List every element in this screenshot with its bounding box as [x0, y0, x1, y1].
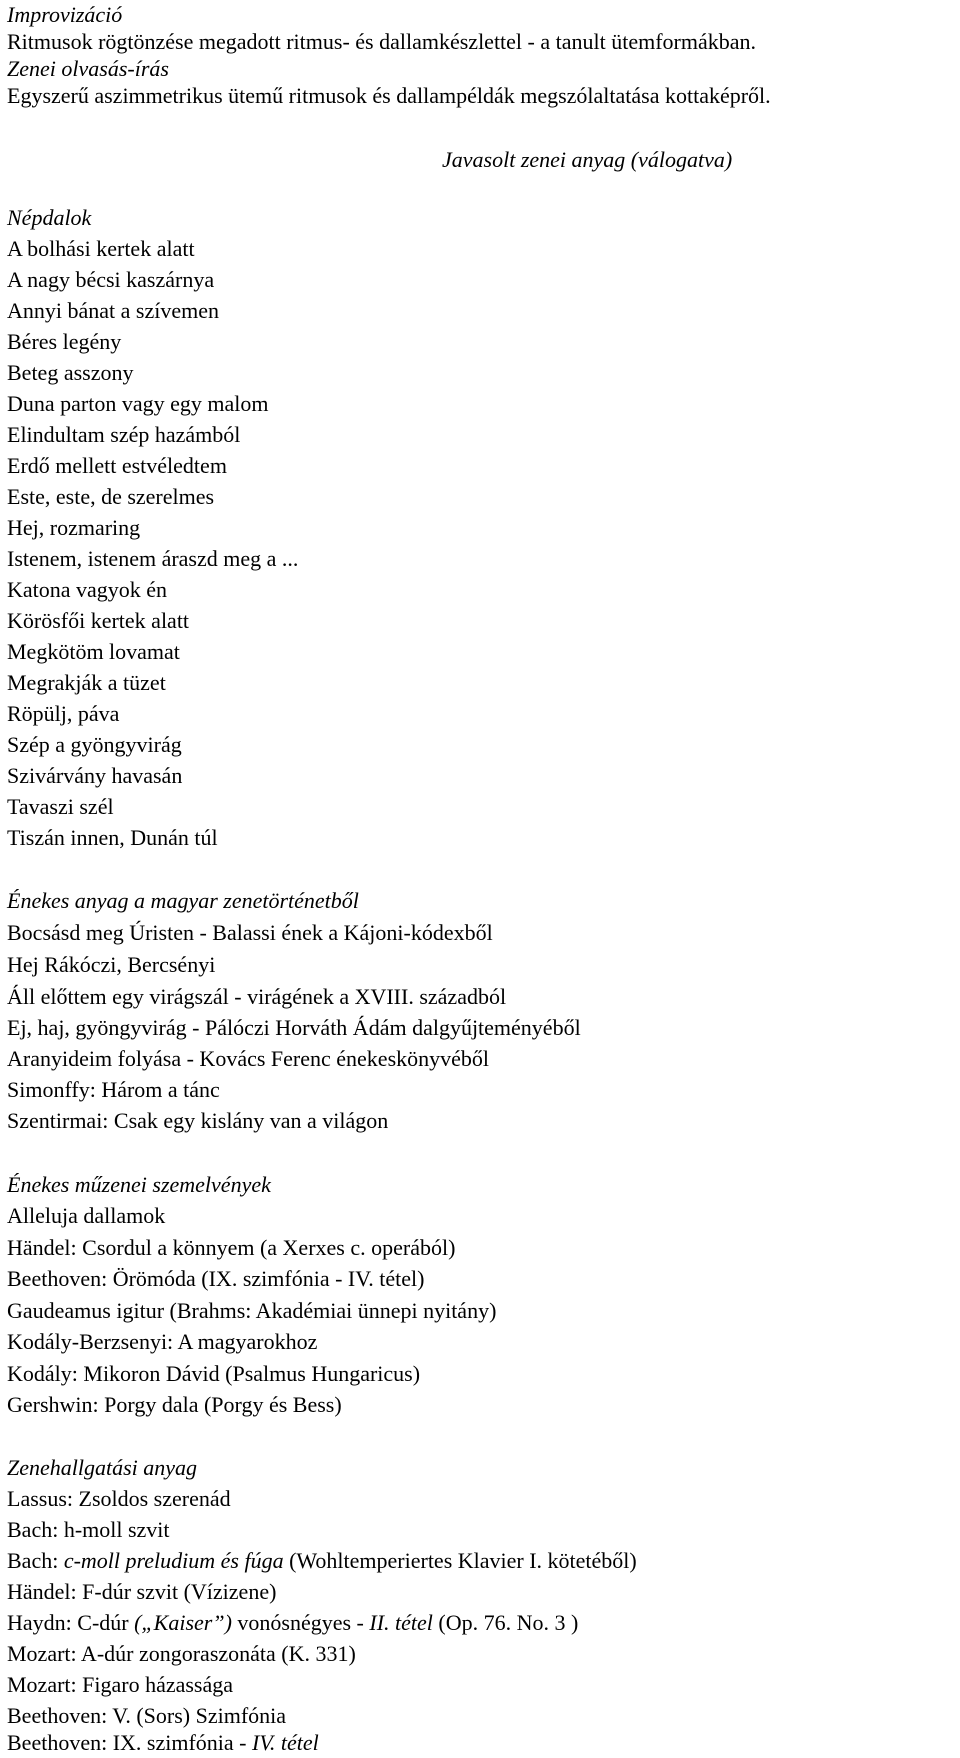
- list-item: Ej, haj, gyöngyvirág - Pálóczi Horváth Ádám dalgyűjteményéből: [7, 1015, 581, 1040]
- section-title-nepdalok: Népdalok: [7, 205, 92, 230]
- list-item: Áll előttem egy virágszál - virágének a XVIII. századból: [7, 984, 507, 1009]
- text-segment: Bach:: [7, 1548, 64, 1573]
- text-segment: Beethoven: IX. szimfónia -: [7, 1730, 252, 1755]
- list-item: Annyi bánat a szívemen: [7, 298, 219, 323]
- section-title-muzene: Énekes műzenei szemelvények: [7, 1172, 271, 1197]
- text-segment: Haydn: C-dúr: [7, 1610, 135, 1635]
- list-item: [7, 1608, 578, 1638]
- text-segment-italic: II. tétel: [369, 1610, 433, 1635]
- list-item: Szentirmai: Csak egy kislány van a világon: [7, 1108, 389, 1133]
- list-item: Istenem, istenem áraszd meg a ...: [7, 546, 299, 571]
- list-item: [7, 1728, 319, 1758]
- heading-zenei-olvasas: Zenei olvasás-írás: [7, 56, 169, 81]
- paragraph-zenei-olvasas: Egyszerű aszimmetrikus ütemű ritmusok és dallampéldák megszólaltatása kottaképről.: [7, 83, 771, 108]
- list-item: Tiszán innen, Dunán túl: [7, 825, 218, 850]
- list-item: A bolhási kertek alatt: [7, 236, 195, 261]
- list-item: A nagy bécsi kaszárnya: [7, 267, 215, 292]
- list-item: Händel: Csordul a könnyem (a Xerxes c. operából): [7, 1235, 456, 1260]
- list-item: Szivárvány havasán: [7, 763, 183, 788]
- list-item: Simonffy: Három a tánc: [7, 1077, 220, 1102]
- list-item: Tavaszi szél: [7, 794, 114, 819]
- list-item: Bocsásd meg Úristen - Balassi ének a Kájoni-kódexből: [7, 920, 493, 945]
- section-title-zenehallgatas: Zenehallgatási anyag: [7, 1455, 198, 1480]
- list-item: Beteg asszony: [7, 360, 134, 385]
- text-segment-italic: IV. tétel: [252, 1730, 319, 1755]
- list-item: Hej Rákóczi, Bercsényi: [7, 952, 216, 977]
- list-item: Beethoven: Örömóda (IX. szimfónia - IV. tétel): [7, 1266, 425, 1291]
- list-item: Körösfői kertek alatt: [7, 608, 190, 633]
- list-item: Erdő mellett estvéledtem: [7, 453, 227, 478]
- list-item: Lassus: Zsoldos szerenád: [7, 1486, 231, 1511]
- list-item: Röpülj, páva: [7, 701, 120, 726]
- list-item: [7, 1546, 637, 1576]
- list-item: Szép a gyöngyvirág: [7, 732, 182, 757]
- list-item: Hej, rozmaring: [7, 515, 141, 540]
- list-item: Kodály: Mikoron Dávid (Psalmus Hungaricus): [7, 1361, 421, 1386]
- list-item: Béres legény: [7, 329, 122, 354]
- list-item: Händel: F-dúr szvit (Vízizene): [7, 1579, 277, 1604]
- text-segment: (Op. 76. No. 3 ): [432, 1610, 579, 1635]
- list-item: Beethoven: V. (Sors) Szimfónia: [7, 1703, 287, 1728]
- text-segment: vonósnégyes -: [231, 1610, 370, 1635]
- section-title-zenetortenet: Énekes anyag a magyar zenetörténetből: [7, 888, 359, 913]
- list-item: Este, este, de szerelmes: [7, 484, 215, 509]
- list-item: Elindultam szép hazámból: [7, 422, 241, 447]
- list-item: Mozart: A-dúr zongoraszonáta (K. 331): [7, 1641, 356, 1666]
- list-item: Megrakják a tüzet: [7, 670, 166, 695]
- main-heading: Javasolt zenei anyag (válogatva): [442, 147, 733, 172]
- text-segment-italic: („Kaiser”): [134, 1610, 232, 1635]
- list-item: Aranyideim folyása - Kovács Ferenc énekeskönyvéből: [7, 1046, 490, 1071]
- paragraph-improvizacio: Ritmusok rögtönzése megadott ritmus- és dallamkészlettel - a tanult ütemformákban.: [7, 29, 757, 54]
- list-item: Mozart: Figaro házassága: [7, 1672, 234, 1697]
- list-item: Kodály-Berzsenyi: A magyarokhoz: [7, 1329, 318, 1354]
- list-item: Gershwin: Porgy dala (Porgy és Bess): [7, 1392, 342, 1417]
- list-item: Megkötöm lovamat: [7, 639, 180, 664]
- list-item: Bach: h-moll szvit: [7, 1517, 170, 1542]
- list-item: Gaudeamus igitur (Brahms: Akadémiai ünnepi nyitány): [7, 1298, 497, 1323]
- list-item: Katona vagyok én: [7, 577, 168, 602]
- heading-improvizacio: Improvizáció: [7, 2, 123, 27]
- list-item: Alleluja dallamok: [7, 1203, 166, 1228]
- text-segment-italic: c-moll preludium és fúga: [63, 1548, 284, 1573]
- text-segment: (Wohltemperiertes Klavier I. kötetéből): [283, 1548, 637, 1573]
- list-item: Duna parton vagy egy malom: [7, 391, 269, 416]
